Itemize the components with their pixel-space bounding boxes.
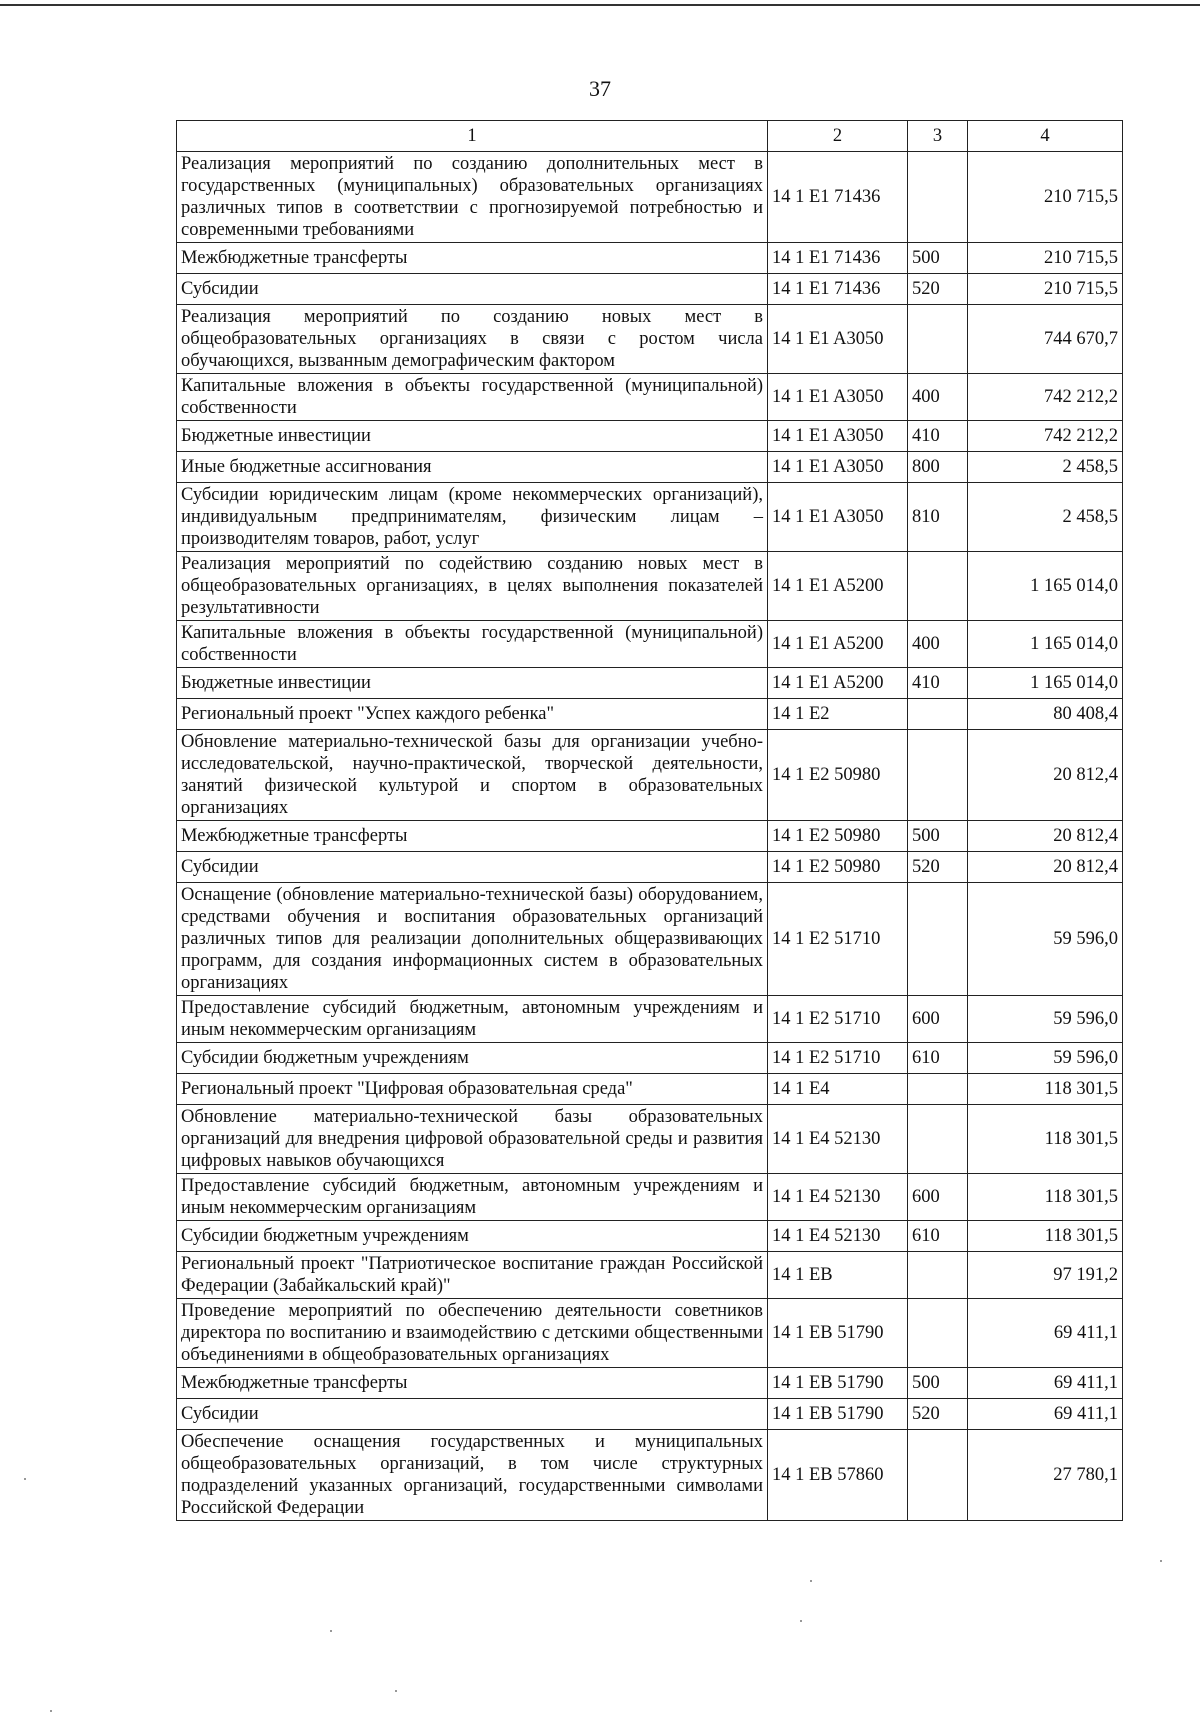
row-expense-type: 810 [908, 483, 968, 552]
budget-table [176, 120, 1123, 1521]
row-expense-type: 400 [908, 621, 968, 668]
row-description: Капитальные вложения в объекты государственной (муниципальной) собственности [177, 374, 768, 421]
row-target-code: 14 1 E2 50980 [768, 852, 908, 883]
row-amount: 59 596,0 [968, 996, 1123, 1043]
scan-speck [395, 1690, 397, 1692]
row-amount: 97 191,2 [968, 1252, 1123, 1299]
row-expense-type: 800 [908, 452, 968, 483]
row-expense-type: 520 [908, 852, 968, 883]
row-target-code: 14 1 E2 [768, 699, 908, 730]
table-row [177, 821, 1123, 852]
row-description: Региональный проект "Успех каждого ребенка" [177, 699, 768, 730]
row-target-code: 14 1 E1 A5200 [768, 668, 908, 699]
row-target-code: 14 1 E2 50980 [768, 730, 908, 821]
scan-top-edge [0, 4, 1200, 6]
row-expense-type [908, 552, 968, 621]
row-description: Проведение мероприятий по обеспечению деятельности советников директора по воспитанию и взаимодействию с детскими общественными объединениями в общеобразовательных организациях [177, 1299, 768, 1368]
row-expense-type [908, 152, 968, 243]
row-description: Межбюджетные трансферты [177, 821, 768, 852]
row-amount: 118 301,5 [968, 1174, 1123, 1221]
row-amount: 2 458,5 [968, 452, 1123, 483]
column-header: 3 [908, 121, 968, 152]
table-row [177, 1043, 1123, 1074]
row-target-code: 14 1 E1 71436 [768, 152, 908, 243]
row-target-code: 14 1 E1 71436 [768, 274, 908, 305]
row-description: Субсидии [177, 274, 768, 305]
scan-speck [330, 1630, 332, 1632]
row-description: Субсидии юридическим лицам (кроме некоммерческих организаций), индивидуальным предпринимателям, физическим лицам – производителям товаров, работ, услуг [177, 483, 768, 552]
row-description: Обновление материально-технической базы для организации учебно-исследовательской, научно-практической, творческой деятельности, занятий физической культурой и спортом в образовательных организациях [177, 730, 768, 821]
row-expense-type: 600 [908, 1174, 968, 1221]
table-row [177, 274, 1123, 305]
row-description: Бюджетные инвестиции [177, 421, 768, 452]
row-target-code: 14 1 E1 A3050 [768, 305, 908, 374]
table-row [177, 483, 1123, 552]
row-expense-type: 500 [908, 1368, 968, 1399]
row-target-code: 14 1 E1 A3050 [768, 374, 908, 421]
row-target-code: 14 1 E4 52130 [768, 1105, 908, 1174]
row-expense-type: 410 [908, 668, 968, 699]
row-amount: 1 165 014,0 [968, 621, 1123, 668]
column-header: 4 [968, 121, 1123, 152]
row-description: Реализация мероприятий по содействию созданию новых мест в общеобразовательных организациях, в целях выполнения показателей результативности [177, 552, 768, 621]
row-description: Реализация мероприятий по созданию новых мест в общеобразовательных организациях в связи с ростом числа обучающихся, вызванным демографическим фактором [177, 305, 768, 374]
row-target-code: 14 1 EB 51790 [768, 1299, 908, 1368]
row-expense-type [908, 1299, 968, 1368]
row-description: Межбюджетные трансферты [177, 243, 768, 274]
row-description: Субсидии [177, 1399, 768, 1430]
row-amount: 69 411,1 [968, 1299, 1123, 1368]
scan-speck [800, 1620, 802, 1622]
row-amount: 59 596,0 [968, 883, 1123, 996]
row-expense-type [908, 730, 968, 821]
row-description: Субсидии бюджетным учреждениям [177, 1043, 768, 1074]
table-row [177, 668, 1123, 699]
table-row [177, 552, 1123, 621]
row-target-code: 14 1 E2 50980 [768, 821, 908, 852]
table-row [177, 421, 1123, 452]
table-row [177, 621, 1123, 668]
row-amount: 742 212,2 [968, 421, 1123, 452]
row-target-code: 14 1 E2 51710 [768, 996, 908, 1043]
row-description: Обеспечение оснащения государственных и муниципальных общеобразовательных организаций, в том числе структурных подразделений указанных организаций, государственными символами Российской Федерации [177, 1430, 768, 1521]
row-description: Региональный проект "Цифровая образовательная среда" [177, 1074, 768, 1105]
row-expense-type [908, 1252, 968, 1299]
table-row [177, 699, 1123, 730]
row-description: Иные бюджетные ассигнования [177, 452, 768, 483]
row-expense-type: 610 [908, 1221, 968, 1252]
table-row [177, 1399, 1123, 1430]
row-amount: 20 812,4 [968, 821, 1123, 852]
row-amount: 2 458,5 [968, 483, 1123, 552]
column-header: 1 [177, 121, 768, 152]
row-target-code: 14 1 EB 57860 [768, 1430, 908, 1521]
row-expense-type: 500 [908, 821, 968, 852]
table-row [177, 852, 1123, 883]
row-amount: 118 301,5 [968, 1221, 1123, 1252]
row-expense-type [908, 1074, 968, 1105]
row-amount: 20 812,4 [968, 852, 1123, 883]
row-description: Субсидии бюджетным учреждениям [177, 1221, 768, 1252]
scan-speck [1160, 1560, 1162, 1562]
scan-speck [24, 1478, 26, 1480]
table-row [177, 152, 1123, 243]
row-amount: 210 715,5 [968, 152, 1123, 243]
row-target-code: 14 1 E2 51710 [768, 1043, 908, 1074]
table-row [177, 1430, 1123, 1521]
table-row [177, 1174, 1123, 1221]
row-description: Реализация мероприятий по созданию дополнительных мест в государственных (муниципальных) образовательных организациях различных типов в соответствии с прогнозируемой потребностью и современными требованиями [177, 152, 768, 243]
row-target-code: 14 1 EB 51790 [768, 1399, 908, 1430]
row-amount: 744 670,7 [968, 305, 1123, 374]
row-description: Предоставление субсидий бюджетным, автономным учреждениям и иным некоммерческим организациям [177, 996, 768, 1043]
row-target-code: 14 1 E1 71436 [768, 243, 908, 274]
row-expense-type: 610 [908, 1043, 968, 1074]
table-row [177, 883, 1123, 996]
row-expense-type: 600 [908, 996, 968, 1043]
row-description: Обновление материально-технической базы образовательных организаций для внедрения цифровой образовательной среды и развития цифровых навыков обучающихся [177, 1105, 768, 1174]
row-expense-type [908, 883, 968, 996]
row-amount: 69 411,1 [968, 1368, 1123, 1399]
table-row [177, 1074, 1123, 1105]
row-amount: 80 408,4 [968, 699, 1123, 730]
table-row [177, 1105, 1123, 1174]
table-row [177, 1252, 1123, 1299]
row-amount: 118 301,5 [968, 1105, 1123, 1174]
row-amount: 210 715,5 [968, 243, 1123, 274]
row-target-code: 14 1 E4 [768, 1074, 908, 1105]
row-target-code: 14 1 EB [768, 1252, 908, 1299]
table-row [177, 374, 1123, 421]
row-description: Оснащение (обновление материально-технической базы) оборудованием, средствами обучения и воспитания образовательных организаций различных типов для реализации дополнительных общеразвивающих программ, для создания информационных систем в образовательных организациях [177, 883, 768, 996]
row-description: Капитальные вложения в объекты государственной (муниципальной) собственности [177, 621, 768, 668]
row-description: Межбюджетные трансферты [177, 1368, 768, 1399]
table-row [177, 452, 1123, 483]
column-header: 2 [768, 121, 908, 152]
row-amount: 118 301,5 [968, 1074, 1123, 1105]
row-target-code: 14 1 E1 A5200 [768, 552, 908, 621]
table-row [177, 996, 1123, 1043]
row-amount: 1 165 014,0 [968, 552, 1123, 621]
row-expense-type [908, 699, 968, 730]
row-target-code: 14 1 E1 A3050 [768, 421, 908, 452]
page-number: 37 [589, 76, 611, 101]
row-target-code: 14 1 E1 A3050 [768, 483, 908, 552]
row-expense-type: 520 [908, 1399, 968, 1430]
row-amount: 742 212,2 [968, 374, 1123, 421]
table-row [177, 243, 1123, 274]
row-description: Региональный проект "Патриотическое воспитание граждан Российской Федерации (Забайкальский край)" [177, 1252, 768, 1299]
row-expense-type: 520 [908, 274, 968, 305]
row-amount: 59 596,0 [968, 1043, 1123, 1074]
table-row [177, 730, 1123, 821]
row-expense-type: 410 [908, 421, 968, 452]
table-row [177, 1299, 1123, 1368]
row-amount: 69 411,1 [968, 1399, 1123, 1430]
row-description: Бюджетные инвестиции [177, 668, 768, 699]
row-target-code: 14 1 E1 A5200 [768, 621, 908, 668]
row-amount: 1 165 014,0 [968, 668, 1123, 699]
table-row [177, 305, 1123, 374]
row-amount: 20 812,4 [968, 730, 1123, 821]
row-amount: 210 715,5 [968, 274, 1123, 305]
row-target-code: 14 1 EB 51790 [768, 1368, 908, 1399]
row-expense-type [908, 305, 968, 374]
row-expense-type [908, 1430, 968, 1521]
row-target-code: 14 1 E1 A3050 [768, 452, 908, 483]
row-target-code: 14 1 E4 52130 [768, 1174, 908, 1221]
table-header-row [177, 121, 1123, 152]
row-amount: 27 780,1 [968, 1430, 1123, 1521]
table-row [177, 1221, 1123, 1252]
row-expense-type: 400 [908, 374, 968, 421]
row-expense-type [908, 1105, 968, 1174]
row-expense-type: 500 [908, 243, 968, 274]
row-target-code: 14 1 E2 51710 [768, 883, 908, 996]
scan-speck [810, 1580, 812, 1582]
row-description: Субсидии [177, 852, 768, 883]
row-target-code: 14 1 E4 52130 [768, 1221, 908, 1252]
table-row [177, 1368, 1123, 1399]
row-description: Предоставление субсидий бюджетным, автономным учреждениям и иным некоммерческим организациям [177, 1174, 768, 1221]
